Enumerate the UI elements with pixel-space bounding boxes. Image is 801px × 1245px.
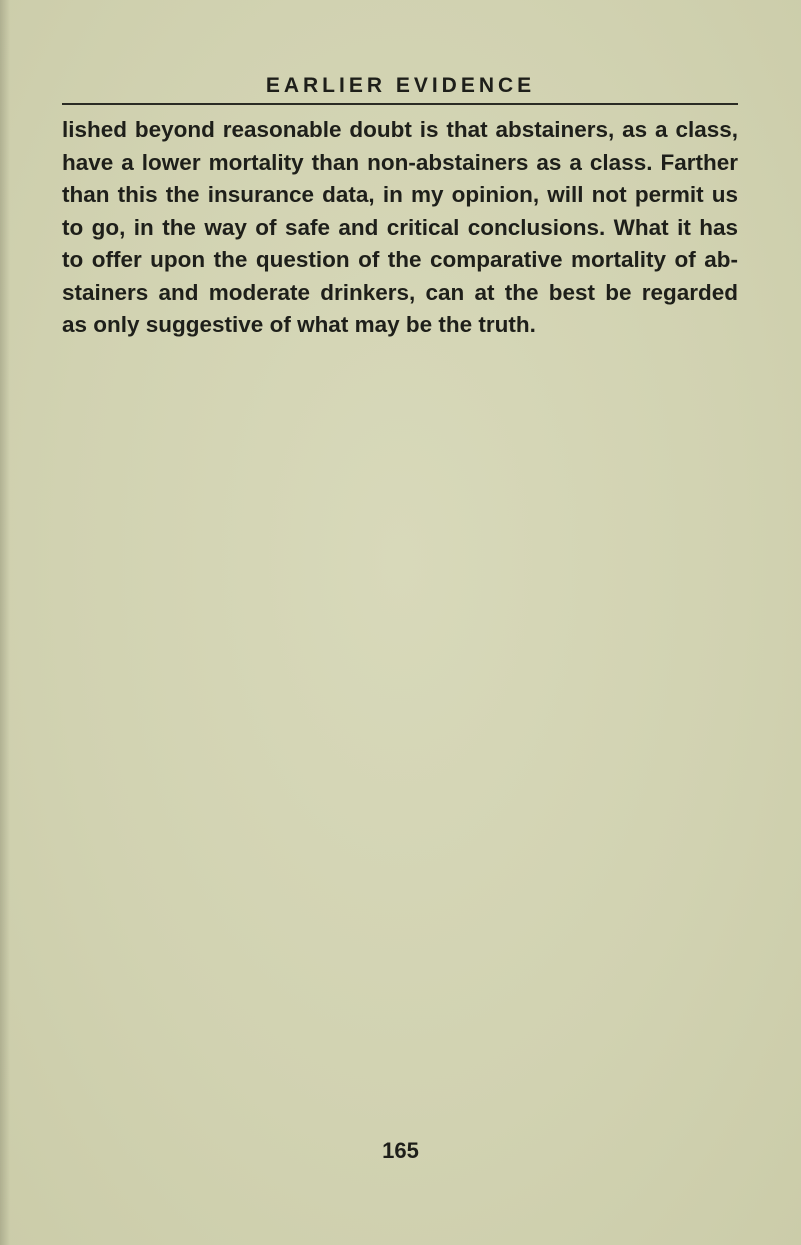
text-line: to go, in the way of safe and critical conclusions. What it has — [62, 214, 738, 240]
text-line: to offer upon the question of the comparative mortality of ab- — [62, 247, 738, 272]
text-line: than this the insurance data, in my opinion, will not permit us — [62, 182, 738, 207]
running-head: EARLIER EVIDENCE — [265, 74, 536, 97]
page-number: 165 — [382, 1138, 419, 1163]
text-line: as only suggestive of what may be the truth. — [62, 312, 536, 337]
body-paragraph — [62, 114, 738, 342]
text-line: have a lower mortality than non-abstainers as a class. Farther — [62, 149, 738, 175]
header-rule — [62, 103, 738, 105]
text-line: lished beyond reasonable doubt is that abstainers, as a class, — [62, 117, 738, 142]
page-edge-shadow — [0, 0, 10, 1245]
text-line: stainers and moderate drinkers, can at the best be regarded — [62, 279, 738, 305]
